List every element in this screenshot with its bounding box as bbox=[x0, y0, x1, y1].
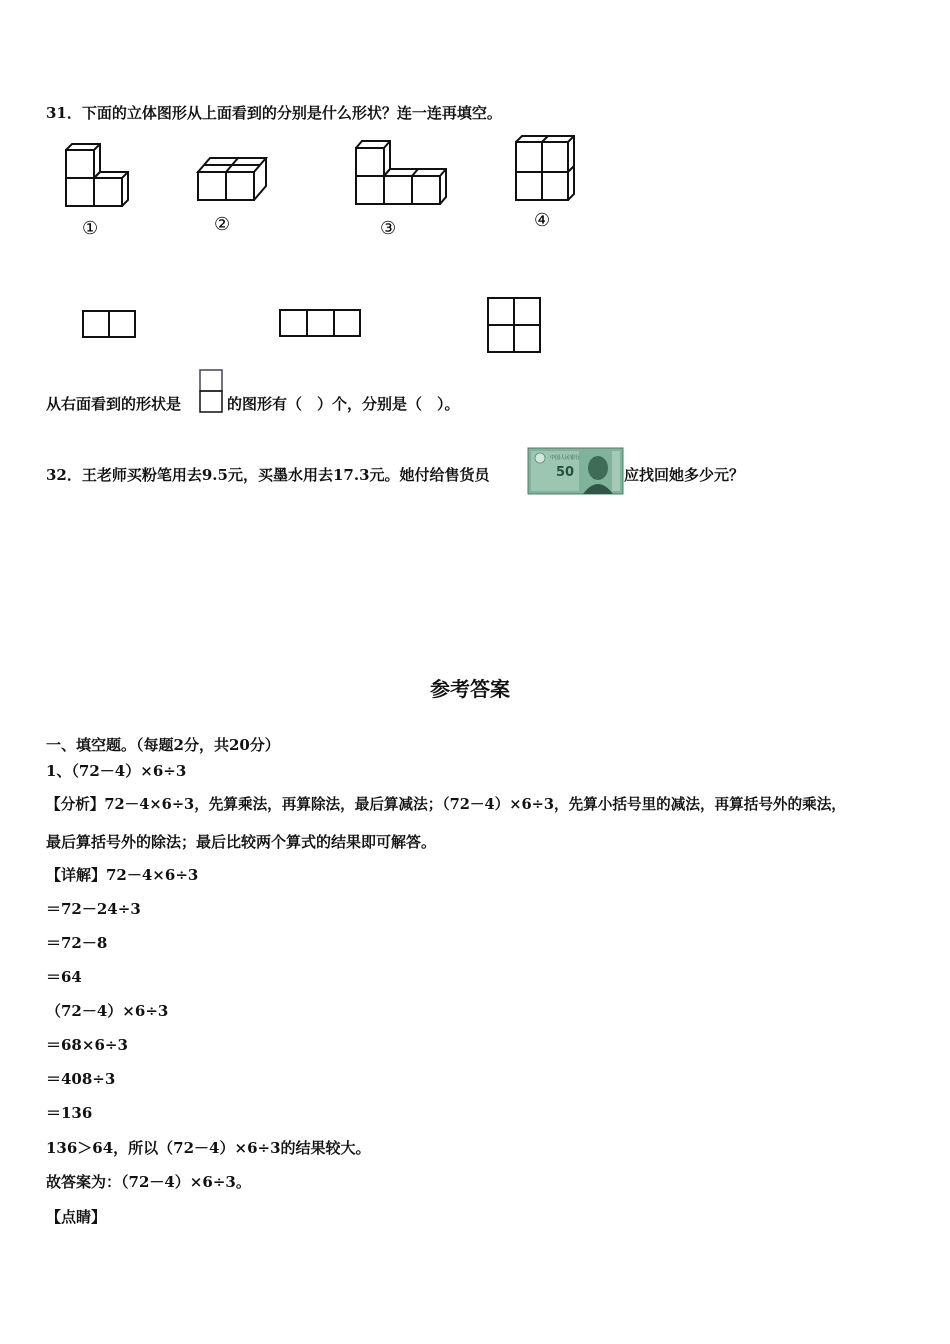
q31-right-view-prefix: 从右面看到的形状是 bbox=[46, 395, 182, 413]
answer-item-1: 1、（72－4）×6÷3 bbox=[46, 762, 187, 780]
banknote-value: 50 bbox=[556, 465, 575, 480]
step-3: ＝64 bbox=[46, 968, 82, 986]
compare-line: 136＞64，所以（72－4）×6÷3的结果较大。 bbox=[46, 1139, 371, 1157]
q31-right-view-suffix: 的图形有（ ）个，分别是（ ）。 bbox=[227, 395, 460, 413]
solid-figure-2 bbox=[192, 150, 282, 240]
step-7: ＝136 bbox=[46, 1104, 93, 1122]
tip-heading: 【点睛】 bbox=[46, 1208, 107, 1226]
step-5: ＝68×6÷3 bbox=[46, 1036, 128, 1054]
solid-figure-4 bbox=[510, 132, 590, 242]
step-2: ＝72－8 bbox=[46, 934, 108, 952]
banknote-50-yuan-image bbox=[528, 448, 623, 494]
right-view-column-shape bbox=[199, 369, 225, 415]
step-4: （72－4）×6÷3 bbox=[46, 1002, 169, 1020]
detail-heading: 【详解】72－4×6÷3 bbox=[46, 866, 199, 884]
figure-label-2: ② bbox=[214, 214, 231, 235]
top-view-shape-1x2 bbox=[82, 310, 138, 340]
step-6: ＝408÷3 bbox=[46, 1070, 116, 1088]
analysis-line-2: 最后算括号外的除法；最后比较两个算式的结果即可解答。 bbox=[46, 833, 437, 851]
banknote-header: 中国人民银行 bbox=[550, 455, 581, 461]
final-answer: 故答案为：（72－4）×6÷3。 bbox=[46, 1173, 251, 1191]
analysis-line-1: 【分析】72－4×6÷3，先算乘法，再算除法，最后算减法；（72－4）×6÷3，先算小括号里的减法，再算括号外的乘法， bbox=[46, 796, 846, 813]
solid-figure-3 bbox=[350, 136, 460, 246]
top-view-shape-1x3 bbox=[279, 309, 363, 339]
q31-question: 31．下面的立体图形从上面看到的分别是什么形状？连一连再填空。 bbox=[46, 104, 502, 122]
figure-label-4: ④ bbox=[534, 210, 551, 231]
top-view-shape-2x2 bbox=[487, 297, 545, 357]
answers-title: 参考答案 bbox=[430, 677, 510, 701]
step-1: ＝72－24÷3 bbox=[46, 900, 141, 918]
figure-label-1: ① bbox=[82, 218, 99, 239]
answers-section-1: 一、填空题。（每题2分，共20分） bbox=[46, 736, 280, 754]
solid-figure-1 bbox=[58, 140, 138, 240]
figure-label-3: ③ bbox=[380, 218, 397, 239]
q32-question-suffix: 应找回她多少元？ bbox=[624, 466, 745, 484]
q32-question-prefix: 32．王老师买粉笔用去9.5元，买墨水用去17.3元。她付给售货员 bbox=[46, 466, 490, 484]
